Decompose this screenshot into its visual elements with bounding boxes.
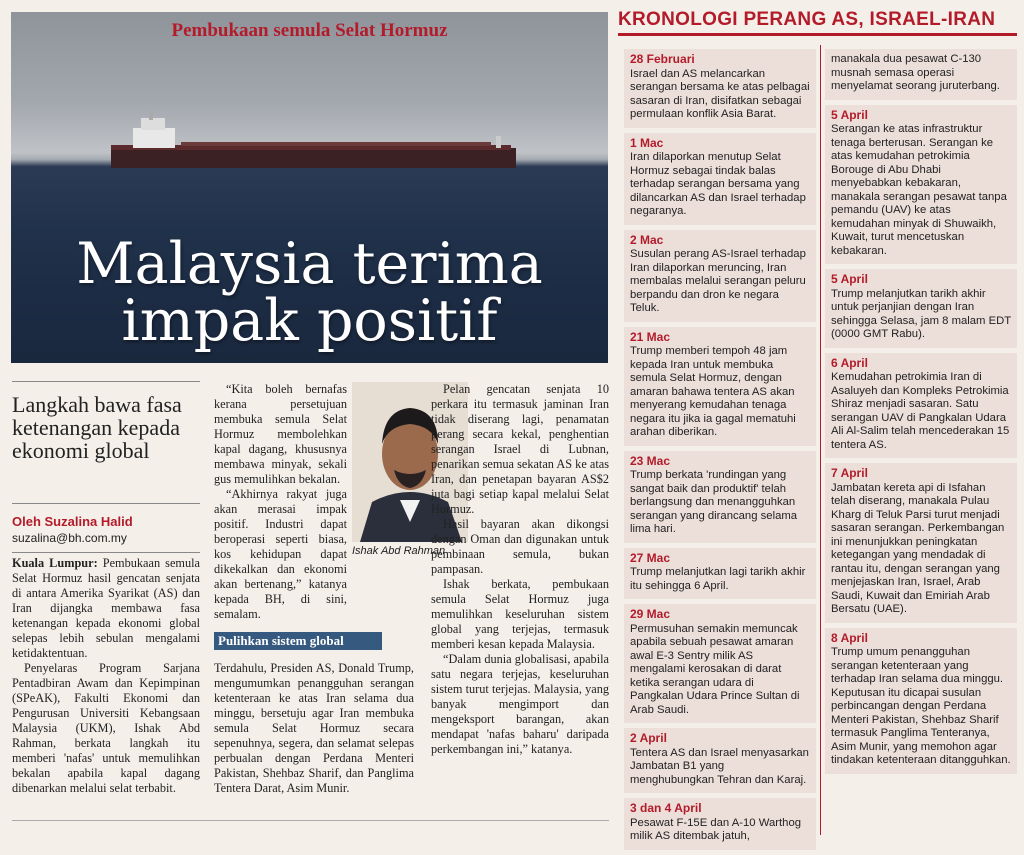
article-column-2-lower bbox=[214, 661, 414, 796]
timeline-entry bbox=[825, 353, 1017, 459]
timeline-text: Kemudahan petrokimia Iran di Asaluyeh dan Kompleks Petrokimia Shiraz menjadi sasaran. Satu serangan UAV di Pangkalan Udara Ali Al-Salim telah mencederakan 15 tentera AS. bbox=[831, 371, 1010, 451]
timeline-entry bbox=[825, 49, 1017, 100]
timeline-entry bbox=[624, 133, 816, 225]
tanker-ship-illustration bbox=[111, 108, 521, 172]
subsection-heading: Pulihkan sistem global bbox=[214, 632, 382, 650]
timeline-entry bbox=[624, 327, 816, 446]
paragraph: “Dalam dunia globalisasi, apabila satu negara terjejas, keseluruhan sistem turut terjejas. Malaysia, yang banyak mengimport dan mengeksport barangan, akan mendapat 'nafas baharu' daripada perkembangan ini,” katanya. bbox=[431, 652, 609, 756]
timeline-column-2 bbox=[825, 49, 1017, 779]
kicker: Pembukaan semula Selat Hormuz bbox=[171, 20, 448, 41]
timeline-date: 7 April bbox=[831, 466, 868, 480]
timeline-text: Susulan perang AS-Israel terhadap Iran dilaporkan meruncing, Iran membalas melalui serangan peluru berpandu dan dron ke negara Teluk. bbox=[630, 248, 806, 314]
timeline-entry bbox=[624, 451, 816, 543]
timeline-text: Iran dilaporkan menutup Selat Hormuz sebagai tindak balas terhadap serangan bersama yang dilancarkan AS dan Israel terhadap negaranya. bbox=[630, 151, 806, 217]
timeline-date: 2 April bbox=[630, 731, 667, 745]
timeline-text: Jambatan kereta api di Isfahan telah diserang, manakala Pulau Kharg di Teluk Parsi turut menjadi sasaran serangan. Perkembangan ini menunjukkan peningkatan ketegangan yang mendadak di rantau itu, dengan serangan yang menjejaskan Iran, Israel, Arab Saudi, Kuwait dan Emiriah Arab Bersatu (UAE). bbox=[831, 481, 1005, 615]
timeline-date: 5 April bbox=[831, 107, 868, 122]
article-column-3 bbox=[431, 382, 609, 757]
timeline-entry bbox=[825, 105, 1017, 265]
timeline-entry bbox=[825, 628, 1017, 774]
headline-line-2: impak positif bbox=[121, 288, 498, 354]
divider bbox=[12, 552, 200, 553]
headline-line-1: Malaysia terima bbox=[76, 231, 543, 297]
byline: Oleh Suzalina Halid bbox=[12, 514, 133, 529]
timeline-text: Serangan ke atas infrastruktur tenaga berterusan. Serangan ke atas kemudahan petrokimia Borouge di Abu Dhabi menyebabkan kebakaran, manakala serangan pesawat tanpa pemandu (UAV) ke atas kemudahan minyak di Shuwaikh, Kuwait, turut mencetuskan kebakaran. bbox=[831, 123, 1007, 257]
article-column-2 bbox=[214, 382, 347, 622]
paragraph: “Kita boleh bernafas kerana persetujuan membuka semula Selat Hormuz membolehkan kapal dagang, khususnya membawa minyak, sekali gus memulihkan bekalan. bbox=[214, 382, 347, 486]
timeline-title: KRONOLOGI PERANG AS, ISRAEL-IRAN bbox=[618, 9, 996, 30]
divider bbox=[12, 820, 609, 821]
timeline-entry bbox=[825, 269, 1017, 348]
timeline-date: 5 April bbox=[831, 272, 868, 286]
paragraph: Hasil bayaran akan dikongsi dengan Oman dan digunakan untuk pembinaan semula, bukan pampasan. bbox=[431, 517, 609, 576]
divider bbox=[12, 503, 200, 504]
photo-caption: Ishak Abd Rahman bbox=[352, 545, 446, 557]
paragraph: Pelan gencatan senjata 10 perkara itu termasuk jaminan Iran tidak diserang lagi, penamatan perang secara kekal, penghentian serangan Israel di Lubnan, penarikan semua sekatan AS ke atas Iran, dan penetapan bayaran AS$2 juta bagi setiap kapal melalui Selat Hormuz. bbox=[431, 382, 609, 516]
paragraph: Penyelaras Program Sarjana Pentadbiran Awam dan Kepimpinan (SPeAK), Fakulti Ekonomi dan Pengurusan Universiti Kebangsaan Malaysia (UKM), Ishak Abd Rahman, berkata langkah itu memberi 'nafas' untuk memulihkan bekalan apabila kapal dagang dibenarkan melalui selat terbabit. bbox=[12, 661, 200, 795]
paragraph: Terdahulu, Presiden AS, Donald Trump, mengumumkan penangguhan serangan ketenteraan ke atas Iran selama dua minggu, bersetuju agar Iran membuka semula Selat Hormuz secara sepenuhnya, segera, dan selamat selepas perbualan dengan Perdana Menteri Pakistan, Shehbaz Sharif, dan Panglima Tentera Darat, Asim Munir. bbox=[214, 661, 414, 795]
timeline-text: manakala dua pesawat C-130 musnah semasa operasi menyelamat seorang juruterbang. bbox=[831, 53, 1000, 92]
timeline-entry bbox=[825, 463, 1017, 623]
timeline-entry bbox=[624, 230, 816, 322]
timeline-entry bbox=[624, 548, 816, 600]
hero-image bbox=[11, 12, 608, 363]
timeline-date: 2 Mac bbox=[630, 232, 664, 247]
timeline-text: Pesawat F-15E dan A-10 Warthog milik AS ditembak jatuh, bbox=[630, 816, 802, 842]
timeline-date: 27 Mac bbox=[630, 550, 671, 565]
timeline-entry bbox=[624, 604, 816, 723]
timeline-date: 21 Mac bbox=[630, 329, 671, 344]
timeline-entry bbox=[624, 49, 816, 128]
timeline-column-divider bbox=[820, 45, 821, 835]
timeline-date: 8 April bbox=[831, 630, 868, 645]
article-column-1 bbox=[12, 556, 200, 796]
timeline-date: 3 dan 4 April bbox=[630, 801, 702, 815]
timeline-text: Israel dan AS melancarkan serangan bersama ke atas pelbagai sasaran di Iran, disifatkan sebagai permulaan konflik Asia Barat. bbox=[630, 67, 810, 120]
paragraph: Pembukaan semula Selat Hormuz hasil gencatan senjata di antara Amerika Syarikat (AS) dan Iran dijangka membawa fasa ketenangan kepada ekonomi global selepas lebih sebulan mengalami ketidaktentuan. bbox=[12, 556, 200, 660]
subheadline: Langkah bawa fasa ketenangan kepada ekonomi global bbox=[12, 392, 182, 463]
timeline-column-1 bbox=[624, 49, 816, 855]
timeline-date: 28 Februari bbox=[630, 52, 695, 66]
timeline-entry bbox=[624, 728, 816, 793]
paragraph: “Akhirnya rakyat juga akan merasai impak positif. Industri dapat beroperasi seperti biasa, kos kehidupan dapat dikekalkan dan ekonomi akan bertenang,” katanya kepada BH, di sini, semalam. bbox=[214, 487, 347, 621]
timeline-text: Trump berkata 'rundingan yang sangat baik dan produktif' telah berlangsung dan menangguhkan serangan yang dirancang selama lima hari. bbox=[630, 469, 798, 535]
timeline-text: Tentera AS dan Israel menyasarkan Jambatan B1 yang menghubungkan Tehran dan Karaj. bbox=[630, 746, 809, 786]
timeline-text: Permusuhan semakin memuncak apabila sebuah pesawat amaran awal E-3 Sentry milik AS mengalami kerosakan di darat ketika serangan udara di Pangkalan Udara Prince Sultan di Arab Saudi. bbox=[630, 622, 800, 716]
timeline-title-rule bbox=[618, 33, 1017, 36]
timeline-text: Trump memberi tempoh 48 jam kepada Iran untuk membuka semula Selat Hormuz, dengan amaran bahawa tentera AS akan menyerang kemudahan tenaga negara itu jika ia gagal mematuhi arahan diberikan. bbox=[630, 345, 796, 438]
divider bbox=[12, 381, 200, 382]
author-email: suzalina@bh.com.my bbox=[12, 531, 127, 545]
timeline-date: 29 Mac bbox=[630, 607, 671, 621]
dateline: Kuala Lumpur: bbox=[12, 556, 98, 570]
timeline-text: Trump melanjutkan tarikh akhir untuk perjanjian dengan Iran sehingga Selasa, jam 8 malam EDT (0000 GMT Rabu). bbox=[831, 287, 1011, 340]
timeline-date: 23 Mac bbox=[630, 453, 671, 468]
timeline-text: Trump melanjutkan lagi tarikh akhir itu sehingga 6 April. bbox=[630, 566, 806, 592]
timeline-text: Trump umum penangguhan serangan ketenteraan yang terhadap Iran selama dua minggu. Keputusan itu dicapai susulan perbincangan dengan Perdana Menteri Pakistan, Shehbaz Sharif termasuk Panglima Tenteranya, Asim Munir, yang memohon agar tindakan ketenteraan ditangguhkan. bbox=[831, 646, 1011, 766]
paragraph: Ishak berkata, pembukaan semula Selat Hormuz juga memulihkan keseluruhan sistem global yang terjejas, termasuk memberi kesan kepada Malaysia. bbox=[431, 577, 609, 651]
timeline-date: 1 Mac bbox=[630, 135, 664, 150]
timeline-date: 6 April bbox=[831, 355, 868, 370]
timeline-entry bbox=[624, 798, 816, 850]
